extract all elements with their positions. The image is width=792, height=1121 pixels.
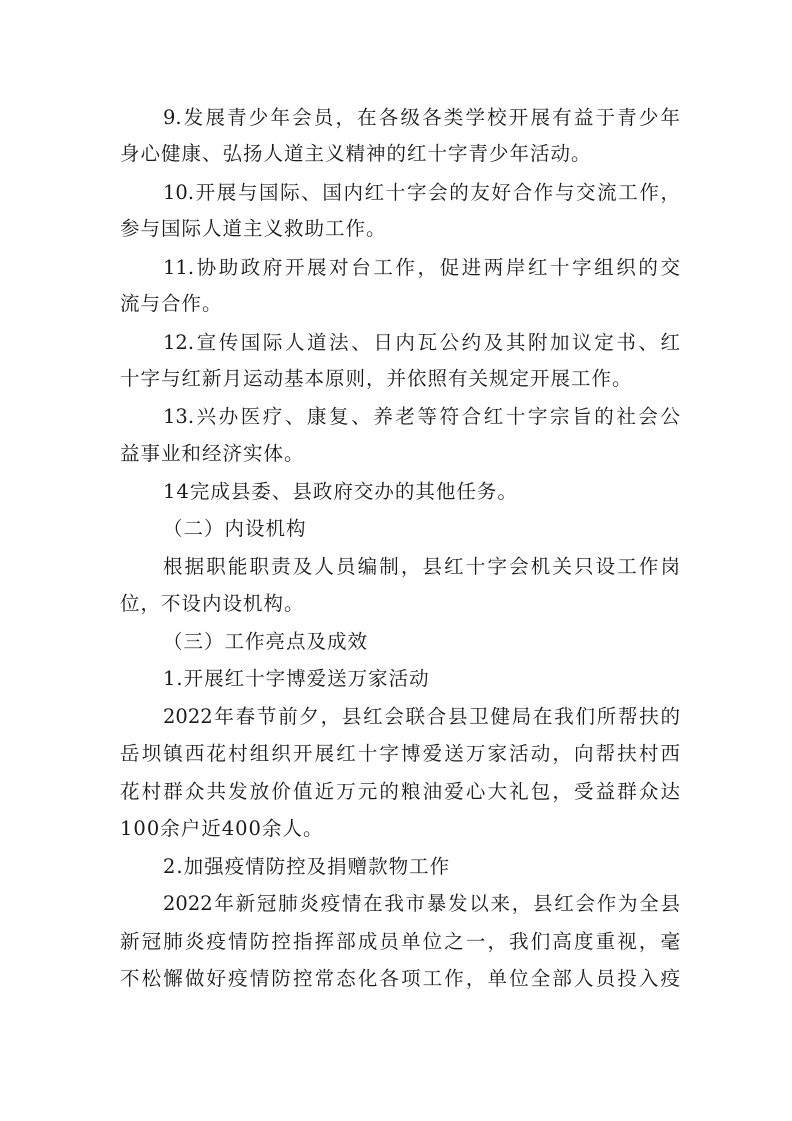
paragraph-10-line-2: 参与国际人道主义救助工作。 [120, 217, 387, 240]
spring-paragraph-line-4: 100余户近400余人。 [120, 817, 324, 840]
section-heading-highlights: （三）工作亮点及成效 [163, 630, 369, 653]
subheading-1: 1.开展红十字博爱送万家活动 [163, 667, 430, 690]
covid-paragraph-line-3: 不松懈做好疫情防控常态化各项工作，单位全部人员投入疫 [120, 967, 680, 990]
paragraph-12-line-1: 12.宣传国际人道法、日内瓦公约及其附加议定书、红 [163, 331, 680, 354]
paragraph-13-line-1: 13.兴办医疗、康复、养老等符合红十字宗旨的社会公 [163, 405, 680, 428]
paragraph-12-line-2: 十字与红新月运动基本原则，并依照有关规定开展工作。 [120, 367, 633, 390]
subheading-2: 2.加强疫情防控及捐赠款物工作 [163, 855, 451, 878]
section-heading-internal-structure: （二）内设机构 [163, 517, 307, 540]
structure-paragraph-line-2: 位，不设内设机构。 [120, 592, 305, 615]
paragraph-13-line-2: 益事业和经济实体。 [120, 442, 305, 465]
paragraph-11-line-2: 流与合作。 [120, 292, 223, 315]
paragraph-14: 14完成县委、县政府交办的其他任务。 [163, 480, 518, 503]
paragraph-10-line-1: 10.开展与国际、国内红十字会的友好合作与交流工作， [163, 181, 680, 204]
spring-paragraph-line-1: 2022年春节前夕，县红会联合县卫健局在我们所帮扶的 [163, 705, 680, 728]
structure-paragraph-line-1: 根据职能职责及人员编制，县红十字会机关只设工作岗 [163, 555, 680, 578]
spring-paragraph-line-2: 岳坝镇西花村组织开展红十字博爱送万家活动，向帮扶村西 [120, 742, 680, 765]
paragraph-9-line-1: 9.发展青少年会员，在各级各类学校开展有益于青少年 [163, 106, 680, 129]
covid-paragraph-line-2: 新冠肺炎疫情防控指挥部成员单位之一，我们高度重视，毫 [120, 930, 680, 953]
covid-paragraph-line-1: 2022年新冠肺炎疫情在我市暴发以来，县红会作为全县 [163, 892, 680, 915]
paragraph-9-line-2: 身心健康、弘扬人道主义精神的红十字青少年活动。 [120, 142, 592, 165]
spring-paragraph-line-3: 花村群众共发放价值近万元的粮油爱心大礼包，受益群众达 [120, 780, 680, 803]
paragraph-11-line-1: 11.协助政府开展对台工作，促进两岸红十字组织的交 [163, 256, 680, 279]
